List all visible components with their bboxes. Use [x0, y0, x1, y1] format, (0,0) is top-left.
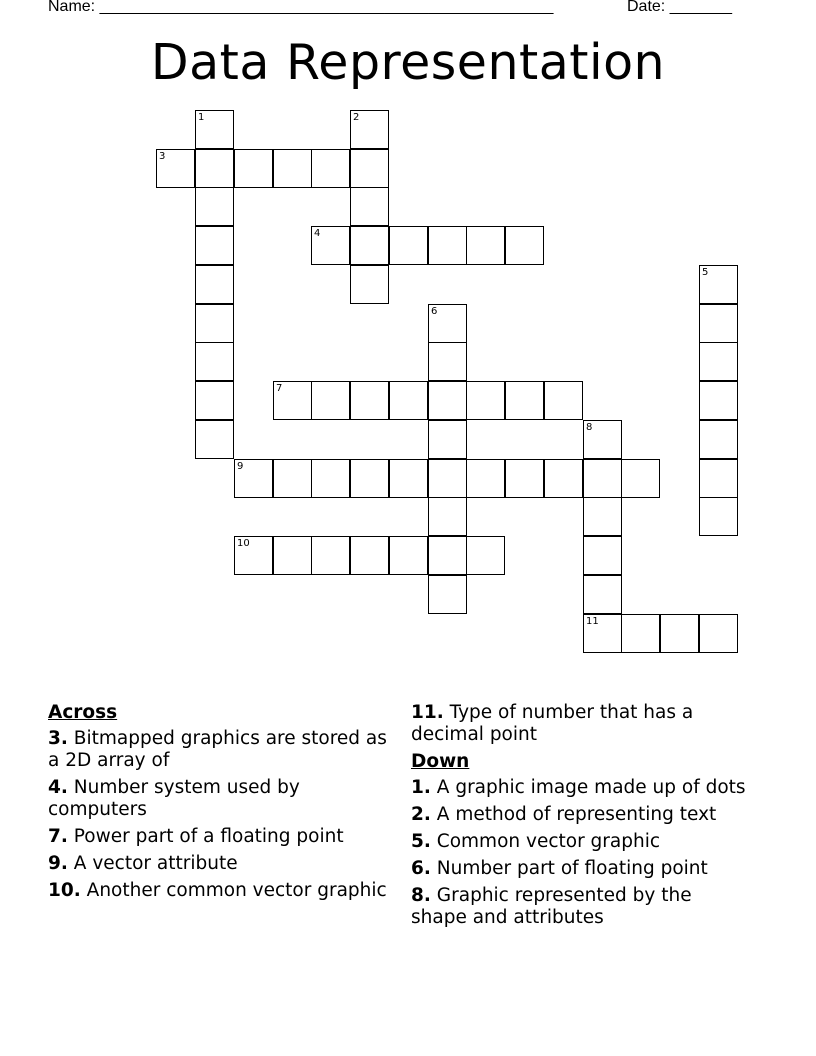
grid-cell[interactable]: [544, 381, 583, 420]
grid-cell[interactable]: [273, 149, 312, 188]
clue-text: Number part of floating point: [436, 858, 708, 879]
grid-cell[interactable]: [389, 381, 428, 420]
clue-number: 7.: [48, 826, 68, 847]
clue-number: 1.: [411, 777, 431, 798]
grid-cell[interactable]: [389, 459, 428, 498]
down-clue-2: [411, 804, 751, 826]
grid-cell[interactable]: [428, 497, 467, 536]
grid-cell[interactable]: [621, 459, 660, 498]
across-heading: Across: [48, 702, 118, 723]
grid-cell[interactable]: [505, 459, 544, 498]
clue-text: Power part of a floating point: [73, 826, 344, 847]
grid-cell[interactable]: [699, 265, 738, 304]
grid-cell[interactable]: [428, 420, 467, 459]
clue-number: 10.: [48, 880, 81, 901]
grid-cell[interactable]: [195, 342, 234, 381]
cell-clue-number: 6: [431, 306, 438, 317]
grid-cell[interactable]: [311, 226, 350, 265]
clues-column-left: [48, 702, 388, 907]
cell-clue-number: 7: [276, 383, 283, 394]
grid-cell[interactable]: [428, 342, 467, 381]
grid-cell[interactable]: [505, 381, 544, 420]
grid-cell[interactable]: [428, 304, 467, 343]
grid-cell[interactable]: [699, 459, 738, 498]
clue-number: 4.: [48, 777, 68, 798]
clue-number: 5.: [411, 831, 431, 852]
clue-text: Bitmapped graphics are stored as a 2D array of: [48, 728, 387, 771]
grid-cell[interactable]: [311, 536, 350, 575]
down-clue-5: [411, 831, 751, 853]
grid-cell[interactable]: [621, 614, 660, 653]
grid-cell[interactable]: [350, 226, 389, 265]
grid-cell[interactable]: [466, 381, 505, 420]
cell-clue-number: 1: [198, 112, 205, 123]
grid-cell[interactable]: [273, 536, 312, 575]
grid-cell[interactable]: [428, 575, 467, 614]
grid-cell[interactable]: [195, 226, 234, 265]
date-field-line[interactable]: Date: _______: [627, 0, 732, 15]
grid-cell[interactable]: [544, 459, 583, 498]
grid-cell[interactable]: [195, 420, 234, 459]
clue-number: 9.: [48, 853, 68, 874]
clues-column-right: [411, 702, 751, 934]
grid-cell[interactable]: [699, 381, 738, 420]
grid-cell[interactable]: [389, 536, 428, 575]
across-clue-3: [48, 728, 388, 772]
grid-cell[interactable]: [195, 265, 234, 304]
clue-text: Common vector graphic: [436, 831, 661, 852]
cell-clue-number: 11: [586, 616, 599, 627]
down-heading: Down: [411, 751, 470, 772]
grid-cell[interactable]: [699, 304, 738, 343]
cell-clue-number: 10: [237, 538, 250, 549]
across-clue-7: [48, 826, 388, 848]
grid-cell[interactable]: [273, 459, 312, 498]
grid-cell[interactable]: [699, 614, 738, 653]
clue-number: 8.: [411, 885, 431, 906]
grid-cell[interactable]: [311, 149, 350, 188]
grid-cell[interactable]: [350, 459, 389, 498]
grid-cell[interactable]: [234, 149, 273, 188]
grid-cell[interactable]: [699, 420, 738, 459]
name-field-line[interactable]: Name: ___________________________________________________: [48, 0, 554, 15]
grid-cell[interactable]: [195, 187, 234, 226]
cell-clue-number: 9: [237, 461, 244, 472]
grid-cell[interactable]: [466, 226, 505, 265]
grid-cell[interactable]: [350, 381, 389, 420]
grid-cell[interactable]: [273, 381, 312, 420]
grid-cell[interactable]: [350, 149, 389, 188]
grid-cell[interactable]: [350, 265, 389, 304]
clue-text: Number system used by computers: [48, 777, 300, 820]
grid-cell[interactable]: [466, 536, 505, 575]
grid-cell[interactable]: [583, 575, 622, 614]
down-clue-8: [411, 885, 751, 929]
grid-cell[interactable]: [466, 459, 505, 498]
page-title: Data Representation: [150, 34, 666, 91]
clue-text: A graphic image made up of dots: [436, 777, 746, 798]
grid-cell[interactable]: [156, 149, 195, 188]
cell-clue-number: 4: [314, 228, 321, 239]
grid-cell[interactable]: [428, 536, 467, 575]
grid-cell[interactable]: [583, 497, 622, 536]
cell-clue-number: 2: [353, 112, 360, 123]
down-clue-1: [411, 777, 751, 799]
across-clue-11: [411, 702, 751, 746]
grid-cell[interactable]: [428, 459, 467, 498]
grid-cell[interactable]: [583, 420, 622, 459]
across-clue-10: [48, 880, 388, 902]
grid-cell[interactable]: [195, 110, 234, 149]
grid-cell[interactable]: [699, 497, 738, 536]
cell-clue-number: 8: [586, 422, 593, 433]
grid-cell[interactable]: [428, 226, 467, 265]
grid-cell[interactable]: [234, 459, 273, 498]
across-clue-4: [48, 777, 388, 821]
grid-cell[interactable]: [195, 149, 234, 188]
grid-cell[interactable]: [350, 110, 389, 149]
clue-number: 6.: [411, 858, 431, 879]
grid-cell[interactable]: [505, 226, 544, 265]
clue-number: 2.: [411, 804, 431, 825]
grid-cell[interactable]: [234, 536, 273, 575]
clue-text: A vector attribute: [73, 853, 238, 874]
clue-text: Type of number that has a decimal point: [411, 702, 694, 745]
grid-cell[interactable]: [428, 381, 467, 420]
clue-number: 3.: [48, 728, 68, 749]
grid-cell[interactable]: [350, 536, 389, 575]
grid-cell[interactable]: [195, 381, 234, 420]
grid-cell[interactable]: [195, 304, 234, 343]
grid-cell[interactable]: [660, 614, 699, 653]
clue-text: Graphic represented by the shape and attributes: [411, 885, 692, 928]
cell-clue-number: 3: [159, 151, 166, 162]
clue-text: Another common vector graphic: [86, 880, 387, 901]
grid-cell[interactable]: [311, 459, 350, 498]
grid-cell[interactable]: [699, 342, 738, 381]
clue-text: A method of representing text: [436, 804, 717, 825]
grid-cell[interactable]: [583, 536, 622, 575]
cell-clue-number: 5: [702, 267, 709, 278]
grid-cell[interactable]: [311, 381, 350, 420]
down-clue-6: [411, 858, 751, 880]
across-clue-9: [48, 853, 388, 875]
grid-cell[interactable]: [583, 459, 622, 498]
clue-number: 11.: [411, 702, 444, 723]
grid-cell[interactable]: [389, 226, 428, 265]
grid-cell[interactable]: [350, 187, 389, 226]
grid-cell[interactable]: [583, 614, 622, 653]
